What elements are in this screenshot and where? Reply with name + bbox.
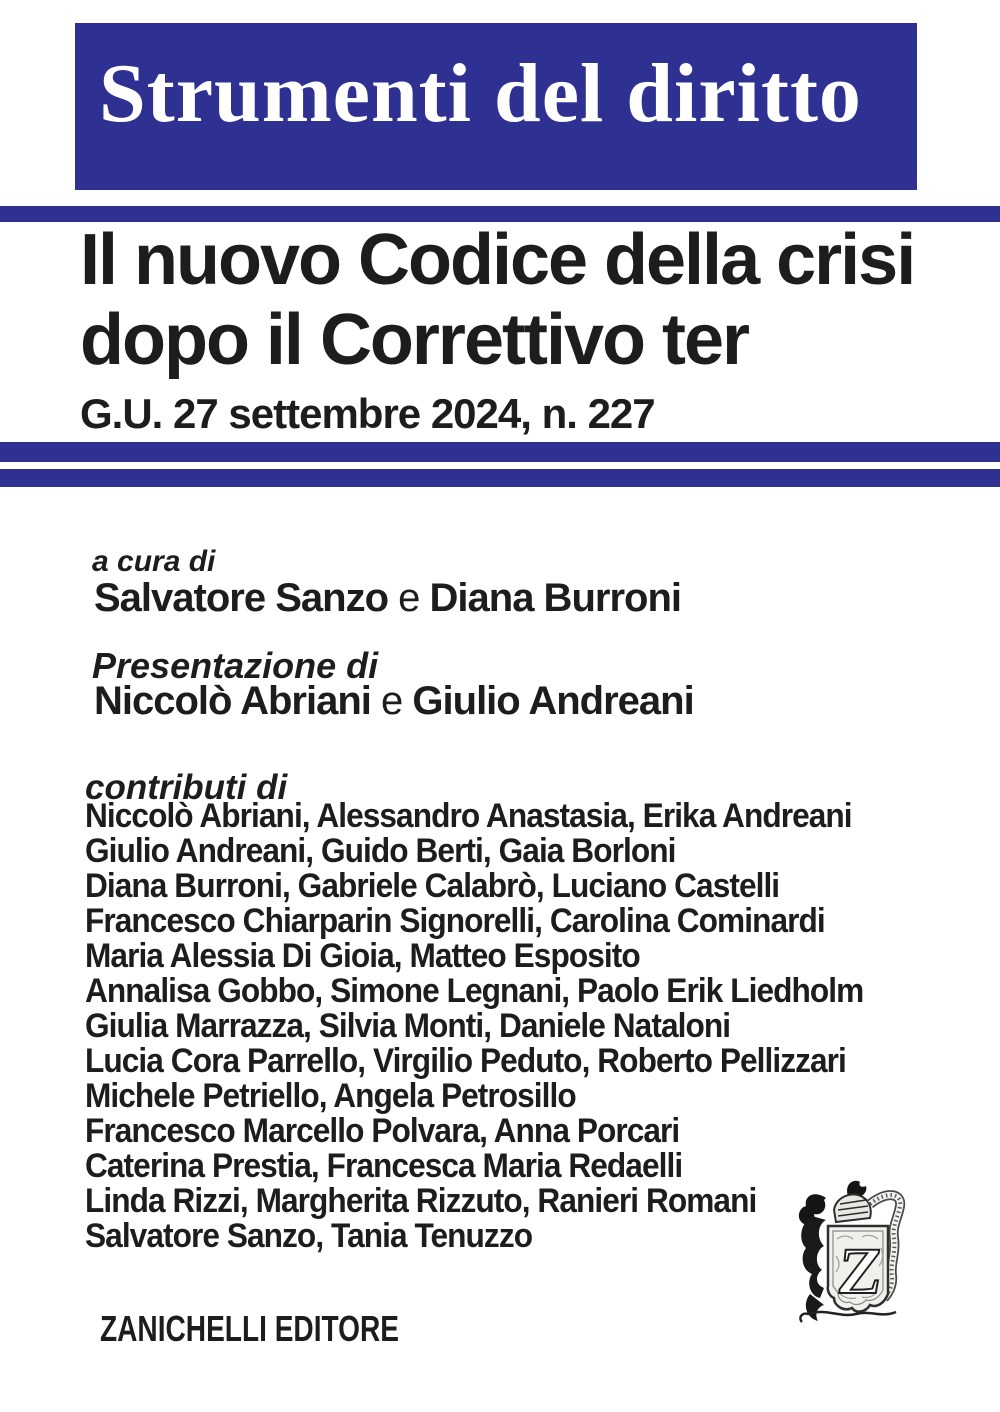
book-title-line1: Il nuovo Codice della crisi xyxy=(80,220,915,300)
presentation-names xyxy=(94,679,694,724)
presenter-2: Giulio Andreani xyxy=(412,679,694,723)
contributor-line: Francesco Chiarparin Signorelli, Carolina Cominardi xyxy=(85,902,825,940)
contributor-line: Niccolò Abriani, Alessandro Anastasia, Erika Andreani xyxy=(85,797,852,835)
contributors-list xyxy=(85,799,863,1254)
gazette-reference: G.U. 27 settembre 2024, n. 227 xyxy=(80,390,655,437)
book-title xyxy=(80,220,914,380)
contributor-line: Annalisa Gobbo, Simone Legnani, Paolo Erik Liedholm xyxy=(85,972,864,1010)
presentation-label: Presentazione di xyxy=(92,645,379,686)
contributors-label: contributi di xyxy=(85,768,288,807)
contributor-line: Giulio Andreani, Guido Berti, Gaia Borloni xyxy=(85,832,676,870)
contributor-line: Maria Alessia Di Gioia, Matteo Esposito xyxy=(85,937,640,975)
contributor-line: Giulia Marrazza, Silvia Monti, Daniele Nataloni xyxy=(85,1007,731,1045)
curator-2: Diana Burroni xyxy=(429,576,681,620)
contributor-line: Linda Rizzi, Margherita Rizzuto, Ranieri Romani xyxy=(85,1182,757,1220)
curators-names xyxy=(94,576,681,621)
contributor-line: Salvatore Sanzo, Tania Tenuzzo xyxy=(85,1217,533,1255)
contributor-line: Michele Petriello, Angela Petrosillo xyxy=(85,1077,576,1115)
contributor-line: Diana Burroni, Gabriele Calabrò, Luciano Castelli xyxy=(85,867,780,905)
series-banner xyxy=(75,23,917,190)
presentation-separator: e xyxy=(381,679,403,723)
contributor-line: Francesco Marcello Polvara, Anna Porcari xyxy=(85,1112,680,1150)
curators-label: a cura di xyxy=(92,545,216,578)
contributor-line: Caterina Prestia, Francesca Maria Redaelli xyxy=(85,1147,683,1185)
presenter-1: Niccolò Abriani xyxy=(94,679,371,723)
series-title: Strumenti del diritto xyxy=(99,47,862,140)
divider-bar-middle-upper xyxy=(0,442,1000,462)
zanichelli-z-crest-icon xyxy=(796,1176,914,1338)
crest-letter: Z xyxy=(834,1235,887,1308)
book-title-line2: dopo il Correttivo ter xyxy=(80,300,749,380)
curator-1: Salvatore Sanzo xyxy=(94,576,389,620)
curators-separator: e xyxy=(398,576,420,620)
contributor-line: Lucia Cora Parrello, Virgilio Peduto, Roberto Pellizzari xyxy=(85,1042,846,1080)
divider-bar-middle-lower xyxy=(0,469,1000,487)
publisher-name: ZANICHELLI EDITORE xyxy=(100,1308,400,1349)
